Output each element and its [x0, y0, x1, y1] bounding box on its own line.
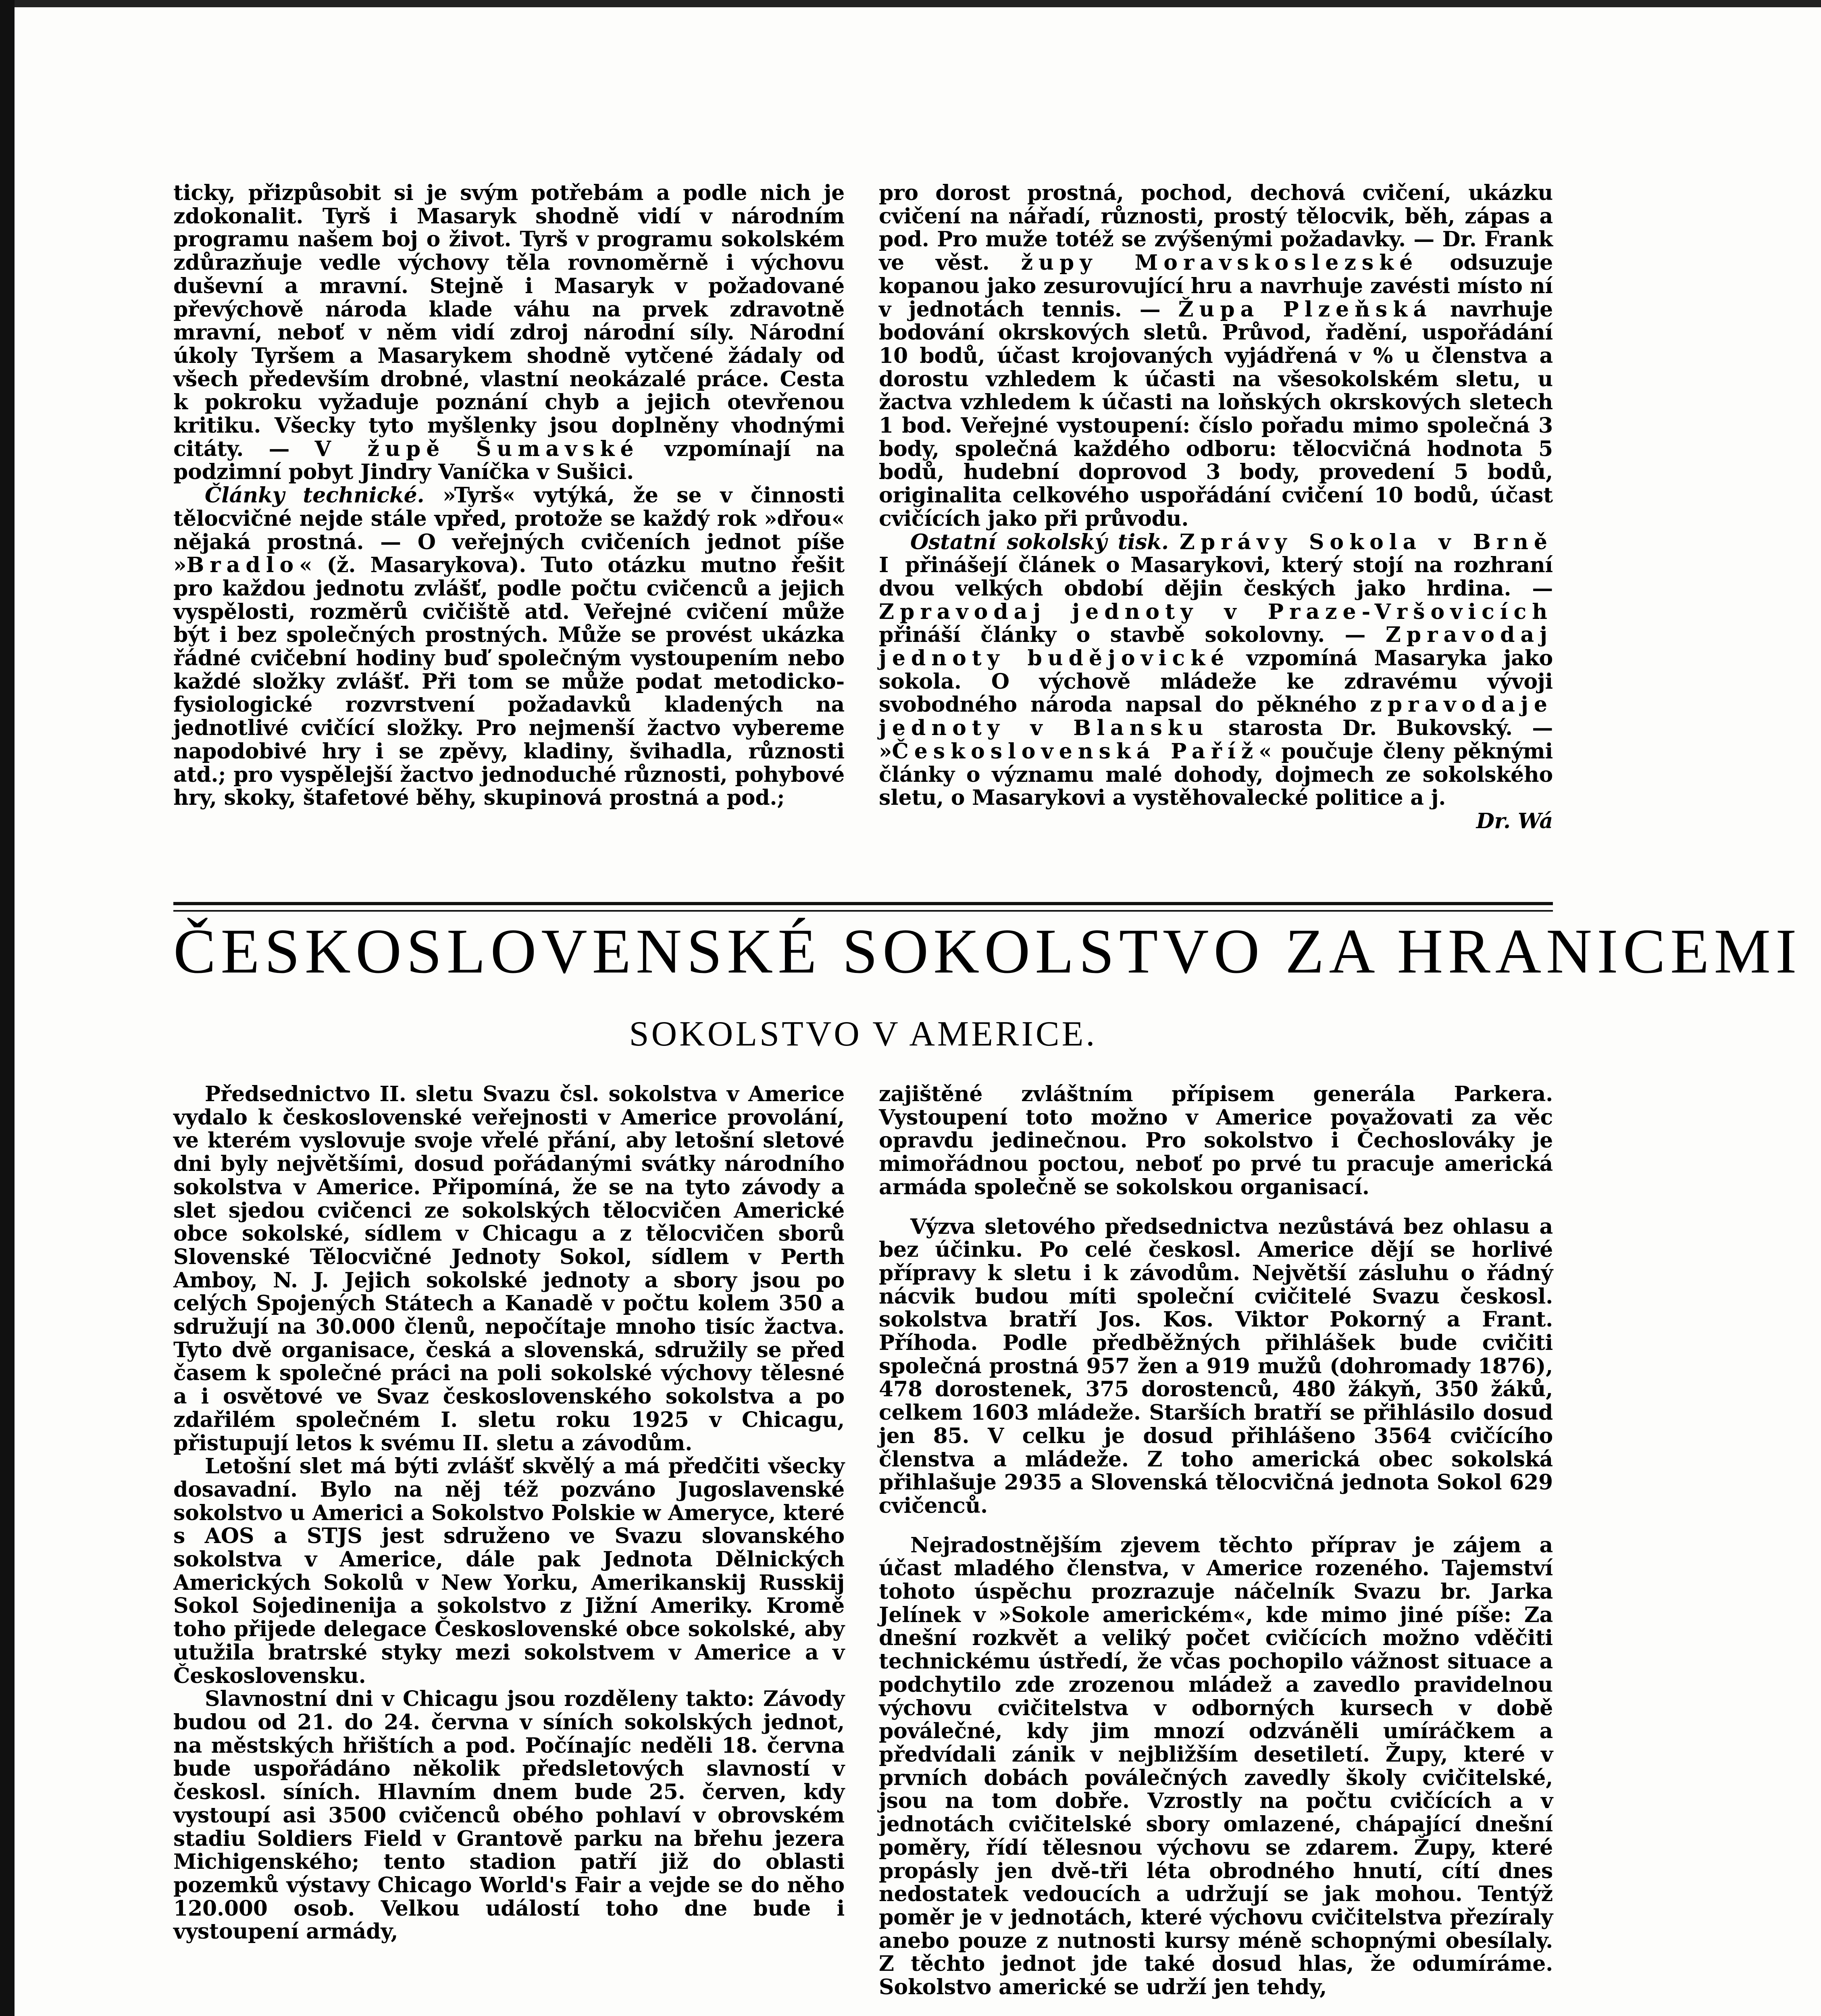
text-run: navrhuje bodování okrskových sletů. Průvod, řadění, uspořádání 10 bodů, účast krojovaných vyjádřená v % u členstva a dorostu vzhledem k účasti na všesokolském sletu, u žactva vzhledem k účasti na loňských okrskových sletech 1 bod. Veřejné vystoupení: číslo pořadu mimo společná 3 body, společná každého odboru: tělocvičná hodnota 5 bodů, hudební doprovod 3 body, provedení 5 bodů, originalita celkového uspořádání cvičení 10 bodů, účast cvičících jako při průvodu. — [879, 297, 1553, 531]
column-bottom-left — [173, 1083, 845, 1962]
text-run-spaced: župy Moravskoslezské — [1021, 250, 1419, 275]
column-top-left — [173, 181, 845, 810]
text-run: starosta Dr. Bukovský. — » — [879, 716, 1553, 764]
text-run-spaced: V župě Šumavské — [314, 436, 639, 461]
text-run: »Tyrš« vytýká, že se v činnosti tělocvičné nejde stále vpřed, protože se každý rok »dřou« nějaká prostná. — O veřejných cvičeních jednot píše » — [173, 483, 845, 578]
text-run: ticky, přizpůsobit si je svým potřebám a podle nich je zdokonalit. Tyrš i Masaryk shodně vidí v národním programu našem boj o život. Tyrš v programu sokolském zdůrazňuje vedle výchovy těla rovnoměrně i výchovu duševní a mravní. Stejně i Masaryk v požadované převýchově národa klade váhu na prvek zdravotně mravní, neboť v něm vidí zdroj národní síly. Národní úkoly Tyršem a Masarykem shodně vytčené žádaly od všech především drobné, vlastní neokázalé práce. Cesta k pokroku vyžaduje poznání chyb a jejich otevřenou kritiku. Všecky tyto myšlenky jsou doplněny vhodnými citáty. — — [173, 181, 845, 461]
article-title: SOKOLSTVO V AMERICE. — [629, 1014, 1097, 1054]
text-run: vzpomínají na podzimní pobyt Jindry Vaníčka v Sušici. — [173, 436, 845, 485]
text-run: « (ž. Masarykova). Tuto otázku mutno řešit pro každou jednotu zvlášť, podle počtu cvičenců a jejich vyspělosti, rozměrů cvičiště atd. Veřejné cvičení může být i bez společných prostných. Může se provést ukázka řádné cvičební hodiny buď společným vystoupením nebo každé složky zvlášť. Při tom se může podat metodicko-fysiologické rozvrstvení požadavků kladených na jednotlivé cvičící složky. Pro nejmenší žactvo vybereme napodobivé hry i se zpěvy, kladiny, švihadla, různosti atd.; pro vyspělejší žactvo jednoduché různosti, pohybové hry, skoky, štafetové běhy, skupinová prostná a pod.; — [173, 553, 845, 810]
section-title: ČESKOSLOVENSKÉ SOKOLSTVO ZA HRANICEMI — [173, 916, 1802, 987]
text-run-spaced: Zpravodaj jednoty v Praze-Vršovicích — [879, 599, 1553, 624]
scan-border-left — [0, 0, 15, 2016]
paragraph: Nejradostnějším zjevem těchto příprav je zájem a účast mladého členstva, v Americe rozeného. Tajemství tohoto úspěchu prozrazuje náčelník Svazu br. Jarka Jelínek v »Sokole americkém«, kde mimo jiné píše: Za dnešní rozkvět a veliký počet cvičících možno vděčiti technickému ústředí, že včas pochopilo vážnost situace a podchytilo zde zrozenou mládež a zavedlo pravidelnou výchovu cvičitelstva v odborných kursech v době poválečné, kdy jim mnozí odzváněli umíráčkem a předvídali zánik v nejbližším desetiletí. Župy, které v prvních dobách poválečných zavedly školy cvičitelské, jsou na tom dobře. Vzrostly na počtu cvičících a v jednotách cvičitelské sbory omlazené, chápající dnešní poměry, řídí tělesnou výchovu se zdarem. Župy, které propásly jen dvě-tři léta obrodného hnutí, cítí dnes nedostatek vedoucích a udržují se jak mohou. Tentýž poměr je v jednotách, které výchovu cvičitelstva přezíraly anebo pouze z nutnosti kursy méně schopnými obesílaly. Z těchto jednot jde také dosud hlas, že odumíráme. Sokolstvo americké se udrží jen tehdy, — [879, 1533, 1553, 2000]
text-run-spaced: Župa Plzeňská — [1178, 297, 1432, 322]
text-run-spaced: Zpravodaj jednoty budějovické — [879, 623, 1553, 671]
text-run-spaced: Bradlo — [186, 553, 300, 578]
text-run-spaced: Československá Paříž — [892, 739, 1259, 764]
subheading-italic: Ostatní sokolský tisk. — [910, 529, 1169, 554]
paragraph: Slavnostní dni v Chicagu jsou rozděleny takto: Závody budou od 21. do 24. června v síních sokolských jednot, na městských hřištích a pod. Počínajíc neděli 18. června bude uspořádáno několik předsletových slavností v českosl. síních. Hlavním dnem bude 25. červen, kdy vystoupí asi 3500 cvičenců obého pohlaví v obrovském stadiu Soldiers Field v Grantově parku na břehu jezera Michigenského; tento stadion patří již do oblasti pozemků výstavy Chicago World's Fair a vejde se do něho 120.000 osob. Velkou událostí toho dne bude i vystoupení armády, — [173, 1687, 845, 1944]
section-rule-thin — [173, 910, 1553, 912]
text-run: přináší články o stavbě sokolovny. — — [879, 623, 1386, 648]
section-rule-thick — [173, 902, 1553, 905]
text-run — [1169, 530, 1180, 554]
column-bottom-right — [879, 1083, 1553, 1999]
text-run: pro dorost prostná, pochod, dechová cvičení, ukázku cvičení na nářadí, různosti, prostý tělocvik, běh, zápas a pod. Pro muže totéž se zvýšenými požadavky. — Dr. Frank ve věst. — [879, 181, 1553, 275]
paragraph: Letošní slet má býti zvlášť skvělý a má předčiti všecky dosavadní. Bylo na něj též pozváno Jugoslavenské sokolstvo u Americi a Sokolstvo Polskie w Ameryce, které s AOS a STJS jest sdruženo ve Svazu slovanského sokolstva v Americe, dále pak Jednota Dělnických Amerických Sokolů v New Yorku, Amerikanskij Russkij Sokol Sojedinenija a sokolstvo z Jižní Ameriky. Kromě toho přijede delegace Československé obce sokolské, aby utužila bratrské styky mezi sokolstvem v Americe a v Československu. — [173, 1454, 845, 1688]
subheading-italic: Články technické. — [205, 483, 425, 508]
column-top-right — [879, 181, 1553, 833]
author-signature: Dr. Wá — [1476, 808, 1553, 833]
scan-border-top — [0, 0, 1821, 7]
paragraph: Předsednictvo II. sletu Svazu čsl. sokolstva v Americe vydalo k československé veřejnosti v Americe provolání, ve kterém vyslovuje svoje vřelé přání, aby letošní sletové dni byly největšími, dosud pořádanými svátky národního sokolstva v Americe. Připomíná, že se na tyto závody a slet sjedou cvičenci ze sokolských tělocvičen Americké obce sokolské, sídlem v Chicagu a z tělocvičen sborů Slovenské Tělocvičné Jednoty Sokol, sídlem v Perth Amboy, N. J. Jejich sokolské jednoty a sbory jsou po celých Spojených Státech a Kanadě v počtu kolem 350 a sdružují na 30.000 členů, nepočítaje mnoho tisíc žactva. Tyto dvě organisace, česká a slovenská, sdružily se před časem k společné práci na poli sokolské výchovy tělesné a i osvětové ve Svaz československého sokolstva a po zdařilém společném I. sletu roku 1925 v Chicagu, přistupují letos k svému II. sletu a závodům. — [173, 1082, 845, 1456]
text-run: odsuzuje kopanou jako zesurovující hru a navrhuje zavésti místo ní v jednotách tennis. — — [879, 250, 1553, 322]
text-run: « poučuje členy pěknými články o významu malé dohody, dojmech ze sokolského sletu, o Masarykovi a vystěhovalecké politice a j. — [879, 739, 1553, 810]
text-run-spaced: zpravodaje jednoty v Blansku — [879, 692, 1553, 741]
text-run: vzpomíná Masaryka jako sokola. O výchově mládeže ke zdravému vývoji svobodného národa napsal do pěkného — [879, 646, 1553, 717]
paragraph: Výzva sletového předsednictva nezůstává bez ohlasu a bez účinku. Po celé českosl. Americe dějí se horlivé přípravy k sletu i k závodům. Největší zásluhu o řádný nácvik budou míti společní cvičitelé Svazu českosl. sokolstva bratří Jos. Kos. Viktor Pokorný a Frant. Příhoda. Podle předběžných přihlášek bude cvičiti společná prostná 957 žen a 919 mužů (dohromady 1876), 478 dorostenek, 375 dorostenců, 480 žákyň, 350 žáků, celkem 1603 mládeže. Starších bratří se přihlásilo dosud jen 85. V celku je dosud přihlášeno 3564 cvičícího členstva a mládeže. Z toho americká obec sokolská přihlašuje 2935 a Slovenská tělocvičná jednota Sokol 629 cvičenců. — [879, 1214, 1553, 1518]
paragraph: zajištěné zvláštním přípisem generála Parkera. Vystoupení toto možno v Americe považovati za věc opravdu jedinečnou. Pro sokolstvo i Čechoslováky je mimořádnou poctou, neboť po prvé tu pracuje americká armáda společně se sokolskou organisací. — [879, 1082, 1553, 1200]
text-run-spaced: Zprávy Sokola v Brně I — [879, 529, 1553, 578]
text-run: přinášejí článek o Masarykovi, který stojí na rozhraní dvou velkých období dějin českých jako hrdina. — — [879, 553, 1553, 601]
